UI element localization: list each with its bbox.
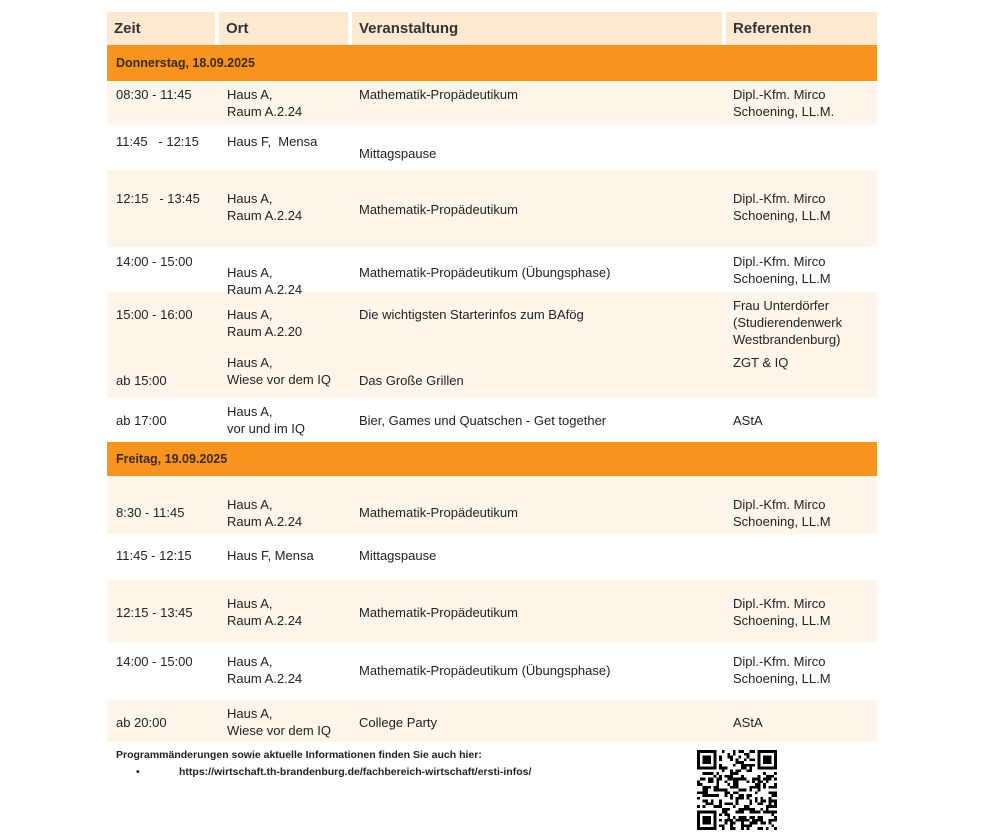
cell-ort xyxy=(218,170,350,247)
cell-ort-line: Raum A.2.20 xyxy=(227,324,303,339)
table-row xyxy=(107,534,877,580)
cell-referenten-line: Frau Unterdörfer xyxy=(733,298,830,313)
header-referenten: Referenten xyxy=(726,12,877,45)
cell-referenten xyxy=(724,352,877,398)
cell-zeit: 08:30 - 11:45 xyxy=(116,87,192,102)
cell-referenten-line: Schoening, LL.M xyxy=(733,671,831,686)
cell-veranstaltung: Das Große Grillen xyxy=(359,373,464,388)
cell-referenten-line: Schoening, LL.M xyxy=(733,613,831,628)
table-row xyxy=(107,352,877,398)
cell-ort xyxy=(218,700,350,742)
cell-ort-line: Haus A, xyxy=(227,497,273,512)
cell-veranstaltung: Mathematik-Propädeutikum (Übungsphase) xyxy=(359,663,611,678)
cell-ort-line: vor und im IQ xyxy=(227,421,306,436)
cell-ort-line: Haus A, xyxy=(227,404,273,419)
cell-ort-line: Haus A, xyxy=(227,355,273,370)
cell-ort-line: Haus A, xyxy=(227,706,273,721)
cell-veranstaltung: Mathematik-Propädeutikum (Übungsphase) xyxy=(359,265,611,280)
cell-ort xyxy=(218,580,350,642)
cell-referenten xyxy=(724,247,877,292)
cell-referenten xyxy=(724,81,877,125)
cell-referenten-line: Dipl.-Kfm. Mirco xyxy=(733,254,826,269)
cell-referenten-line: AStA xyxy=(733,715,763,730)
cell-veranstaltung: Mathematik-Propädeutikum xyxy=(359,202,518,217)
table-row xyxy=(107,247,877,297)
cell-zeit: 8:30 - 11:45 xyxy=(116,505,185,520)
info-link[interactable]: https://wirtschaft.th-brandenburg.de/fachbereich-wirtschaft/ersti-infos/ xyxy=(179,766,532,778)
cell-zeit: 11:45 - 12:15 xyxy=(116,548,192,563)
cell-ort-line: Haus F, Mensa xyxy=(227,548,314,563)
cell-ort-line: Haus A, xyxy=(227,654,273,669)
cell-ort xyxy=(218,352,350,398)
cell-ort-line: Haus A, xyxy=(227,596,273,611)
table-row xyxy=(107,398,877,442)
cell-ort-line: Wiese vor dem IQ xyxy=(227,372,332,387)
day-header: Donnerstag, 18.09.2025 xyxy=(107,45,877,81)
cell-ort-line: Raum A.2.24 xyxy=(227,613,303,628)
cell-zeit: 12:15 - 13:45 xyxy=(116,191,200,206)
bullet: • xyxy=(136,766,140,778)
cell-ort-line: Raum A.2.24 xyxy=(227,514,303,529)
table-header xyxy=(107,12,877,45)
cell-ort-line: Haus F, Mensa xyxy=(227,134,318,149)
cell-ort xyxy=(218,476,350,534)
cell-zeit: 15:00 - 16:00 xyxy=(116,307,193,322)
cell-referenten xyxy=(724,580,877,642)
cell-ort xyxy=(218,292,350,352)
cell-zeit: ab 17:00 xyxy=(116,413,167,428)
cell-ort xyxy=(218,247,350,297)
table-row xyxy=(107,642,877,700)
cell-veranstaltung: Mittagspause xyxy=(359,146,437,161)
cell-veranstaltung: Mathematik-Propädeutikum xyxy=(359,505,518,520)
cell-referenten xyxy=(724,292,877,352)
cell-referenten-line: Schoening, LL.M xyxy=(733,271,831,286)
cell-veranstaltung: Mittagspause xyxy=(359,548,437,563)
header-veranstaltung: Veranstaltung xyxy=(352,12,722,45)
cell-ort-line: Wiese vor dem IQ xyxy=(227,723,332,738)
cell-ort xyxy=(218,81,350,125)
cell-referenten xyxy=(724,170,877,247)
cell-ort-line: Haus A, xyxy=(227,87,273,102)
qr-code-icon xyxy=(697,750,777,830)
cell-referenten-line: ZGT & IQ xyxy=(733,355,789,370)
cell-ort-line: Haus A, xyxy=(227,307,273,322)
cell-ort-line: Raum A.2.24 xyxy=(227,208,303,223)
cell-referenten xyxy=(724,398,877,442)
cell-ort-line: Raum A.2.24 xyxy=(227,671,303,686)
cell-veranstaltung: Mathematik-Propädeutikum xyxy=(359,605,518,620)
cell-veranstaltung: Die wichtigsten Starterinfos zum BAfög xyxy=(359,307,584,322)
header-zeit: Zeit xyxy=(107,12,215,45)
cell-ort xyxy=(218,398,350,442)
cell-referenten-line: Dipl.-Kfm. Mirco xyxy=(733,596,826,611)
cell-veranstaltung: Bier, Games und Quatschen - Get together xyxy=(359,413,607,428)
cell-referenten xyxy=(724,534,877,580)
table-row xyxy=(107,700,877,742)
cell-referenten-line: (Studierendenwerk xyxy=(733,315,843,330)
cell-referenten-line: Dipl.-Kfm. Mirco xyxy=(733,654,826,669)
cell-veranstaltung: College Party xyxy=(359,715,438,730)
schedule-table xyxy=(107,12,877,742)
cell-referenten-line: Dipl.-Kfm. Mirco xyxy=(733,191,826,206)
cell-referenten-line: Schoening, LL.M xyxy=(733,208,831,223)
cell-zeit: 14:00 - 15:00 xyxy=(116,254,193,269)
table-row xyxy=(107,476,877,534)
cell-referenten-line: Westbrandenburg) xyxy=(733,332,841,347)
cell-referenten-line: Schoening, LL.M xyxy=(733,514,831,529)
footer-note xyxy=(116,749,532,778)
table-row xyxy=(107,125,877,170)
table-row xyxy=(107,292,877,352)
cell-referenten xyxy=(724,700,877,742)
table-row xyxy=(107,170,877,247)
table-body xyxy=(107,45,877,742)
cell-zeit: 11:45 - 12:15 xyxy=(116,134,199,149)
table-row xyxy=(107,580,877,642)
cell-ort-line: Raum A.2.24 xyxy=(227,104,303,119)
cell-ort-line: Haus A, xyxy=(227,191,273,206)
header-ort: Ort xyxy=(219,12,348,45)
cell-referenten-line: Dipl.-Kfm. Mirco xyxy=(733,497,826,512)
cell-ort xyxy=(218,534,350,580)
cell-zeit: ab 15:00 xyxy=(116,373,167,388)
cell-referenten-line: Dipl.-Kfm. Mirco xyxy=(733,87,826,102)
cell-referenten-line: AStA xyxy=(733,413,763,428)
table-row xyxy=(107,81,877,125)
cell-zeit: ab 20:00 xyxy=(116,715,167,730)
cell-zeit: 12:15 - 13:45 xyxy=(116,605,193,620)
cell-referenten-line: Schoening, LL.M. xyxy=(733,104,835,119)
cell-ort-line: Raum A.2.24 xyxy=(227,282,303,297)
cell-ort xyxy=(218,125,350,170)
day-header: Freitag, 19.09.2025 xyxy=(107,442,877,476)
cell-zeit: 14:00 - 15:00 xyxy=(116,654,193,669)
cell-ort-line: Haus A, xyxy=(227,265,273,280)
cell-referenten xyxy=(724,642,877,700)
cell-ort xyxy=(218,642,350,700)
cell-referenten xyxy=(724,476,877,534)
footer-note-text: Programmänderungen sowie aktuelle Informationen finden Sie auch hier: xyxy=(116,749,482,761)
cell-referenten xyxy=(724,125,877,170)
cell-veranstaltung: Mathematik-Propädeutikum xyxy=(359,87,518,102)
